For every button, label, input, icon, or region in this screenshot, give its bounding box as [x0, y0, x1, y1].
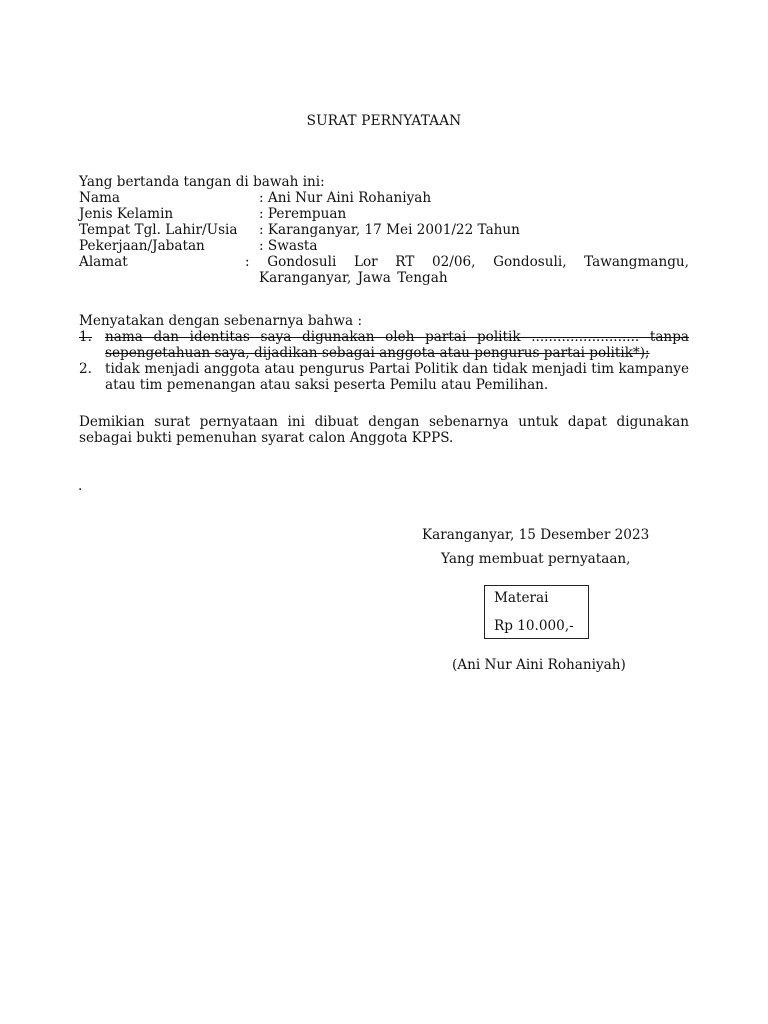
- statement-list: [79, 329, 689, 393]
- name-label: Nama: [79, 190, 120, 206]
- stray-dot: .: [78, 478, 83, 494]
- name-value: : Ani Nur Aini Rohaniyah: [259, 190, 432, 206]
- stamp-duty-box: [484, 585, 589, 639]
- intro-text: Yang bertanda tangan di bawah ini:: [79, 174, 325, 190]
- gender-label: Jenis Kelamin: [79, 206, 174, 222]
- address-label: Alamat: [79, 254, 128, 270]
- document-title: SURAT PERNYATAAN: [306, 113, 462, 129]
- address-value: : Gondosuli Lor RT 02/06, Gondosuli, Tawangmangu, Karanganyar, Jawa Tengah: [245, 254, 689, 286]
- statement-item-2: [79, 361, 689, 393]
- identity-row-job: [79, 238, 689, 254]
- birth-label: Tempat Tgl. Lahir/Usia: [79, 222, 238, 238]
- closing-paragraph: Demikian surat pernyataan ini dibuat dengan sebenarnya untuk dapat digunakan sebagai bukti pemenuhan syarat calon Anggota KPPS.: [79, 414, 689, 446]
- identity-block: [79, 190, 689, 286]
- statement-number: 2.: [79, 361, 92, 377]
- job-label: Pekerjaan/Jabatan: [79, 238, 205, 254]
- maker-label: Yang membuat pernyataan,: [441, 551, 631, 567]
- identity-row-gender: [79, 206, 689, 222]
- identity-row-birth: [79, 222, 689, 238]
- identity-row-address: [79, 254, 689, 286]
- signer-name: (Ani Nur Aini Rohaniyah): [452, 657, 626, 673]
- job-value: : Swasta: [259, 238, 318, 254]
- declaration-intro: Menyatakan dengan sebenarnya bahwa :: [79, 313, 363, 329]
- stamp-amount: Rp 10.000,-: [494, 618, 574, 634]
- statement-item-1: [79, 329, 689, 361]
- statement-text-struck: nama dan identitas saya digunakan oleh partai politik ......................... tanpa sepengetahuan saya, dijadikan sebagai anggota atau pengurus partai politik*);: [105, 329, 689, 361]
- gender-value: : Perempuan: [259, 206, 347, 222]
- identity-row-name: [79, 190, 689, 206]
- stamp-label: Materai: [494, 590, 549, 606]
- statement-text: tidak menjadi anggota atau pengurus Partai Politik dan tidak menjadi tim kampanye atau tim pemenangan atau saksi peserta Pemilu atau Pemilihan.: [105, 361, 689, 393]
- place-date: Karanganyar, 15 Desember 2023: [422, 527, 650, 543]
- statement-number: 1.: [79, 329, 92, 345]
- birth-value: : Karanganyar, 17 Mei 2001/22 Tahun: [259, 222, 520, 238]
